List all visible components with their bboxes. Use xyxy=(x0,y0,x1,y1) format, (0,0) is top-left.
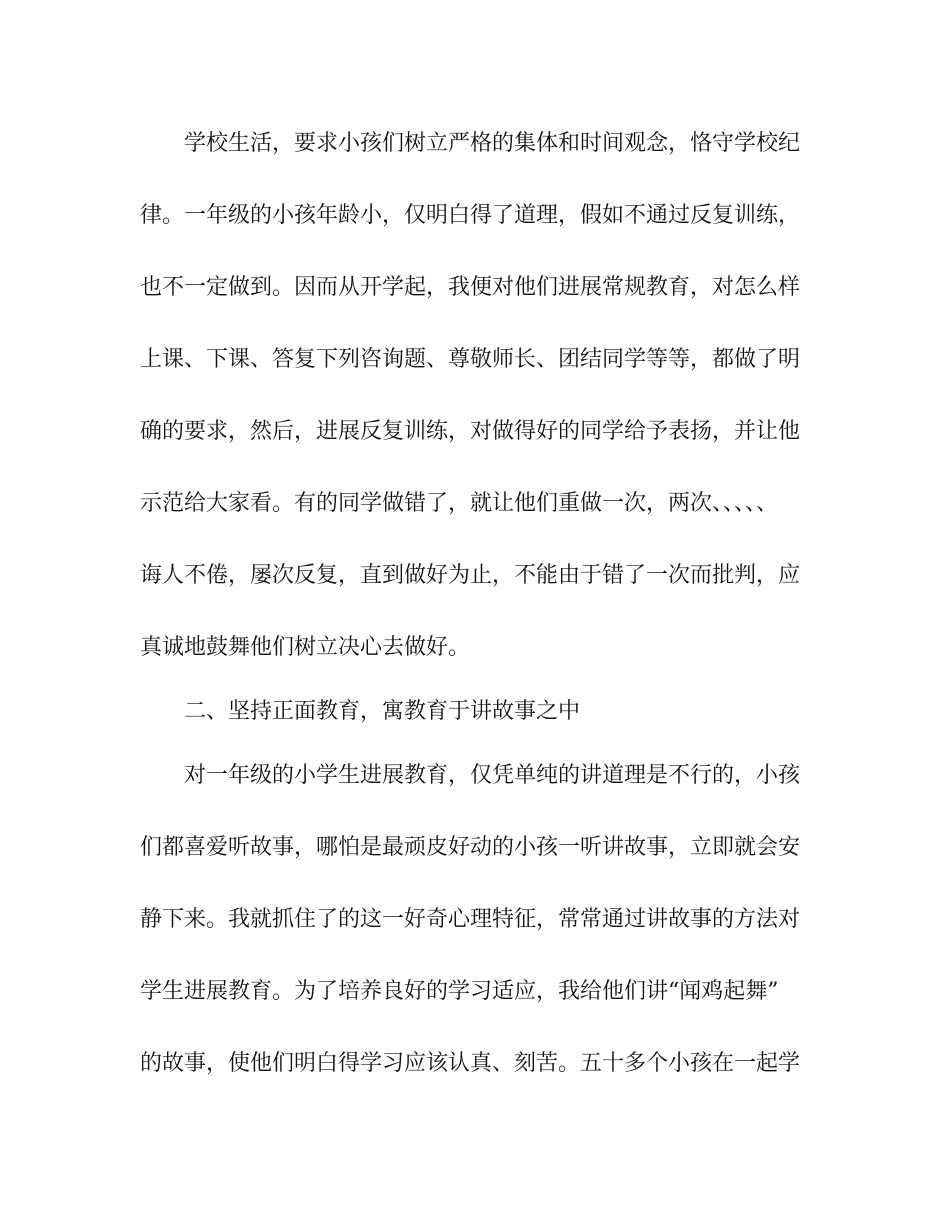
paragraph-2-line-4: 学生进展教育。为了培养良好的学习适应，我给他们讲“闻鸡起舞” xyxy=(140,979,779,1004)
paragraph-1-line-2: 律。一年级的小孩年龄小，仅明白得了道理，假如不通过反复训练， xyxy=(140,203,801,228)
paragraph-2-line-5: 的故事，使他们明白得学习应该认真、刻苦。五十多个小孩在一起学 xyxy=(140,1051,801,1076)
paragraph-1-line-3: 也不一定做到。因而从开学起，我便对他们进展常规教育，对怎么样 xyxy=(140,275,801,300)
paragraph-2-line-3: 静下来。我就抓住了的这一好奇心理特征，常常通过讲故事的方法对 xyxy=(140,907,801,932)
paragraph-2-line-1: 对一年级的小学生进展教育，仅凭单纯的讲道理是不行的，小孩 xyxy=(184,763,801,788)
paragraph-1-line-1: 学校生活，要求小孩们树立严格的集体和时间观念，恪守学校纪 xyxy=(184,131,801,156)
paragraph-1-line-4: 上课、下课、答复下列咨询题、尊敬师长、团结同学等等，都做了明 xyxy=(140,347,801,372)
section-heading: 二、坚持正面教育，寓教育于讲故事之中 xyxy=(184,699,581,724)
paragraph-1-line-8: 真诚地鼓舞他们树立决心去做好。 xyxy=(140,635,471,660)
paragraph-1-line-7: 诲人不倦，屡次反复，直到做好为止，不能由于错了一次而批判，应 xyxy=(140,563,801,588)
paragraph-1-line-6: 示范给大家看。有的同学做错了，就让他们重做一次，两次、、、、、 xyxy=(140,491,779,516)
paragraph-2-line-2: 们都喜爱听故事，哪怕是最顽皮好动的小孩一听讲故事，立即就会安 xyxy=(140,835,801,860)
paragraph-1-line-5: 确的要求，然后，进展反复训练，对做得好的同学给予表扬，并让他 xyxy=(140,419,801,444)
